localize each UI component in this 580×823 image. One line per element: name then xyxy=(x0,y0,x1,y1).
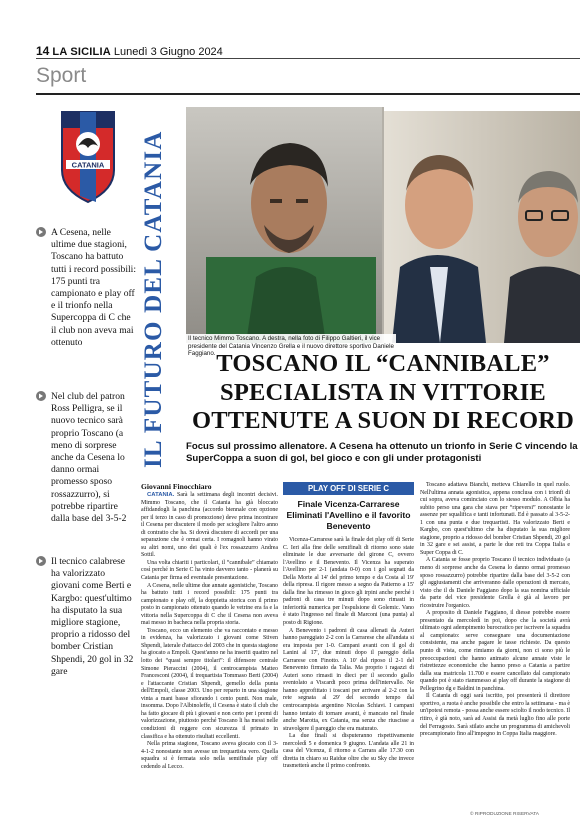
page-number: 14 xyxy=(36,44,50,58)
headline-line: SPECIALISTA IN VITTORIE xyxy=(220,378,546,406)
headline-line: TOSCANO IL “CANNIBALE” xyxy=(216,350,550,377)
article-paragraph: A Catania se fosse proprio Toscano il tecnico individuato (a meno di sorprese anche da Cesena lo danno ormai promesso sposo rossazzurro) potrebbe ripartire dalla base del 3-5-2 con gli aggiustamenti che arriveranno dalle operazioni di mercato, visto che il ds Daniele Faggiano dopo la sua nomina ufficiale da parte del vice presidente Grella è già al lavoro per ricostruire l'organico. xyxy=(420,557,570,609)
photo-caption: Il tecnico Mimmo Toscano. A destra, nella foto di Filippo Galtieri, il vice presidente del Catania Vincenzo Grella e il nuovo direttore sportivo Daniele Faggiano. xyxy=(186,334,396,359)
section-title: Sport xyxy=(36,64,87,87)
article-kicker: CATANIA. xyxy=(147,492,175,498)
sidebar-bullet-text: Nel club del patron Ross Pelligra, se il nuovo tecnico sarà proprio Toscano (a meno di sorprese anche da Cesena lo danno ormai promesso sposo rossazzurro), si potrebbe ripartire dalla base del 3-5-2 xyxy=(51,391,127,525)
playoff-box xyxy=(283,482,414,771)
article-paragraph: Toscano adattava Bianchi, metteva Chiarello in quel ruolo. Nell'ultima annata agonistica, appena conclusa con i trionfi di cui sopra, aveva cominciato con lo stesso modulo. A Olbia ha subito perso una gara che stava per “ripeversi” nonostante le assenze per squalifica e tanti infortunati. Ed è passato al 3-5-2-1 con una punta e due trequartisti. Ha valorizzato Berti e Kargbo, con quest'ultimo che ha disputato la sua migliore stagione, proprio a ridosso del bomber Cristian Shpendi, 20 gol in 32 gare e sei assist, a parte le due reti tra Coppa Italia e Super Coppa di C. xyxy=(420,482,570,556)
arrow-bullet-icon xyxy=(36,556,46,566)
sidebar-bullet-text: A Cesena, nelle ultime due stagioni, Toscano ha battuto tutti i record possibili: 175 punti tra campionato e play off e il trionfo nella Supercoppa di C che il club non aveva mai ottenuto xyxy=(51,227,137,348)
headline xyxy=(186,350,580,436)
copyright-credit: © RIPRODUZIONE RISERVATA xyxy=(470,812,540,817)
article-column-3 xyxy=(420,482,570,739)
article-column-1 xyxy=(141,492,278,771)
article-paragraph: Toscano, ecco un elemento che va raccontato e messo in evidenza, ha valorizzato i giovani come Stiven Shpendi, laterale d'attacco del 2003 che in questa stagione ha giocato a Empoli. Quest'anno ne ha inseriti quattro nel lotto dei “quasi sempre titolari”: il difensore centrale Simone Pieraccini (2004), il centrocampista Matteo Francesconi (2004), il trequartista Tommaso Berti (2004) e l'attaccante Cristian Shpendi, gemello della punta dell'Empoli, classe 2003. Uno per reparto in una stagione vinta a mani basse sfiorando i cento punti. Non male, insomma. Dopo l'Albinoleffe, il Cesena è stato il club che ha fatto giocare di più i giovani e non certo per i premi di valorizzazione, piuttosto perché Toscano li ha messi nelle condizioni di reggere con sicurezza il primato in classifica e ha ottenuto risultati eccellenti. xyxy=(141,627,278,740)
box-paragraph: Vicenza-Carrarese sarà la finale dei play off di Serie C. Ieri alla fine delle semifinali di ritorno sono state eliminate le due avversarie del girone C, ovvero l'Avellino e il Benevento. Il Vicenza ha superato l'Avellino per 2-1 (andata 0-0) con i gol segnati da Della Morte al 14' del primo tempo e da Costa al 19' della ripresa. Il rigore messo a segno da Patierno a 15' dalla fine ha rimesso in gioco gli irpini anche perché i padroni di casa tre minuti dopo sono rimasti in inferiorità numerica per l'espulsione di Golemic. Vano è stato l'ingresso nel finale di Marconi (una punta) al posto di Rigione. xyxy=(283,537,414,627)
masthead: LA SICILIA xyxy=(52,46,111,58)
article-paragraph: A proposito di Daniele Faggiano, il diesse potrebbe essere presentato da mercoledì in poi, dopo che la società avrà ultimato ogni adempimento burocratico per iscrivere la squadra al campionato: serve consegnare una documentazione consistente, ma anche pagare le tasse richieste. Da questo punto di vista, come rimiamo da giorni, non ci sono più le preoccupazioni che hanno animato alcune annate viste le ristrettezze economiche che hanno preso a Catania a partire dalla sua matricola 11.700 e essere cancellato dal campionato quando poi è stato riammesso ai play off durante la stagione di Pellegrino dg e Baldini in panchina. xyxy=(420,610,570,692)
page-header xyxy=(36,44,223,58)
article-paragraph: Il Catania di oggi sarà iscritto, poi presenterà il direttore sportivo, a ruota è anche possibile che entro la settimana - ma è un'ipotesi remota - possa anche essere sciolto il nodo tecnico. Il ritiro, è già noto, sarà ad Assisi da metà luglio fino alle porte del Ferragosto. Sarà stilato anche un programma di amichevoli precampionato fino all'impegno in Coppa Italia maggiore. xyxy=(420,693,570,738)
vertical-title: IL FUTURO DEL CATANIA xyxy=(140,130,167,468)
issue-date: Lunedì 3 Giugno 2024 xyxy=(113,46,223,58)
arrow-bullet-icon xyxy=(36,227,46,237)
box-tag: PLAY OFF DI SERIE C xyxy=(283,482,414,495)
photo-collage xyxy=(186,107,580,343)
byline: Giovanni Finocchiaro xyxy=(141,482,212,491)
arrow-bullet-icon xyxy=(36,391,46,401)
sidebar-bullet xyxy=(36,556,136,678)
section-rule xyxy=(36,93,580,95)
subhead: Focus sul prossimo allenatore. A Cesena ha ottenuto un trionfo in Serie C vincendo la SuperCoppa a suon di gol, bel gioco e con gli under protagonisti xyxy=(186,441,578,464)
sidebar-bullet xyxy=(36,391,136,525)
box-paragraph: A Benevento i padroni di casa allenati da Auteri hanno pareggiato 2-2 con la Carrarese che all'andata si era imposta per 1-0. Campani avanti con il gol di Lanini al 17', due minuti dopo il pareggio della Carrarese con Finotto. A 10' dal riposo il 2-1 del Benevento firmato da Talia. Ma proprio i ragazzi di Auteri sono rimasti in dieci per il secondo giallo sventolato a Viscardi poco prima dell'intervallo. Ne hanno approfittato i toscani per arrivare al 2-2 con la rete segnata al 29' del secondo tempo dal centrocampista argentino Nicolas Schiavi. I campani hanno tentato di tornare avanti, è mancato nel finale anche Marotta, ex Catania, ma senza che riuscisse a stravolgere il pareggio che era maturato. xyxy=(283,627,414,732)
sidebar-bullet-text: Il tecnico calabrese ha valorizzato giovani come Berti e Kargbo: quest'ultimo ha disputato la sua migliore stagione, proprio a ridosso del bomber Cristian Shpendi, 20 gol in 32 gare xyxy=(51,556,134,677)
box-title: Finale Vicenza-Carrarese Eliminati l'Avellino e il favorito Benevento xyxy=(286,499,411,531)
box-paragraph: La due finali si disputeranno rispettivamente mercoledì 5 e domenica 9 giugno. L'andata alle 21 in casa del Vicenza, il ritorno a Carrara alle 17.30 con diretta in chiaro su Raidue oltre che su Sky che invece trasmetterà anche il primo confronto. xyxy=(283,733,414,770)
article-paragraph: Una volta chiariti i particolari, il “cannibale” chiamato così perché in Serie C ha vinto davvero tanto - planerà su Catania per firma ed eventuale presentazione. xyxy=(141,559,278,582)
article-paragraph: Sarà la settimana degli incontri decisivi. Mimmo Toscano, che il Catania ha già bloccato affidandogli la panchina (accordo biennale con opzione per il terzo in caso di promozione) deve prima incontrare il Cesena per discutere il modo per sciogliere l'altro anno di contratto che ha. Si dovrà discutere di accordi per una separazione che è ormai certa. I romagnoli hanno virato su altri nomi, uno dei quali è l'ex rossazzurro Andrea Sottil. xyxy=(141,492,278,559)
sidebar-bullet xyxy=(36,227,136,349)
box-body xyxy=(283,537,414,771)
article-paragraph: A Cesena, nelle ultime due annate agonistiche, Toscano ha battuto tutti i record possibili: 175 punti tra campionato e play off, la doppietta storica con il primo posto in campionato ottenuto quando le vetrine era fa e la vittoria nella Supercoppa di C che il Cesena non aveva mai messo in bacheca nella propria storia. xyxy=(141,582,278,627)
catania-crest xyxy=(58,108,118,204)
crest-label: CATANIA xyxy=(71,160,105,170)
article-paragraph: Nella prima stagione, Toscano aveva giocato con il 3-4-1-2 nonostante non avesse un trequartista vero. Quella squadra si è fermata solo nella semifinale play off cedendo al Lecco. xyxy=(141,741,278,770)
headline-line: OTTENUTE A SUON DI RECORD xyxy=(191,407,575,434)
header-rule xyxy=(36,58,580,59)
